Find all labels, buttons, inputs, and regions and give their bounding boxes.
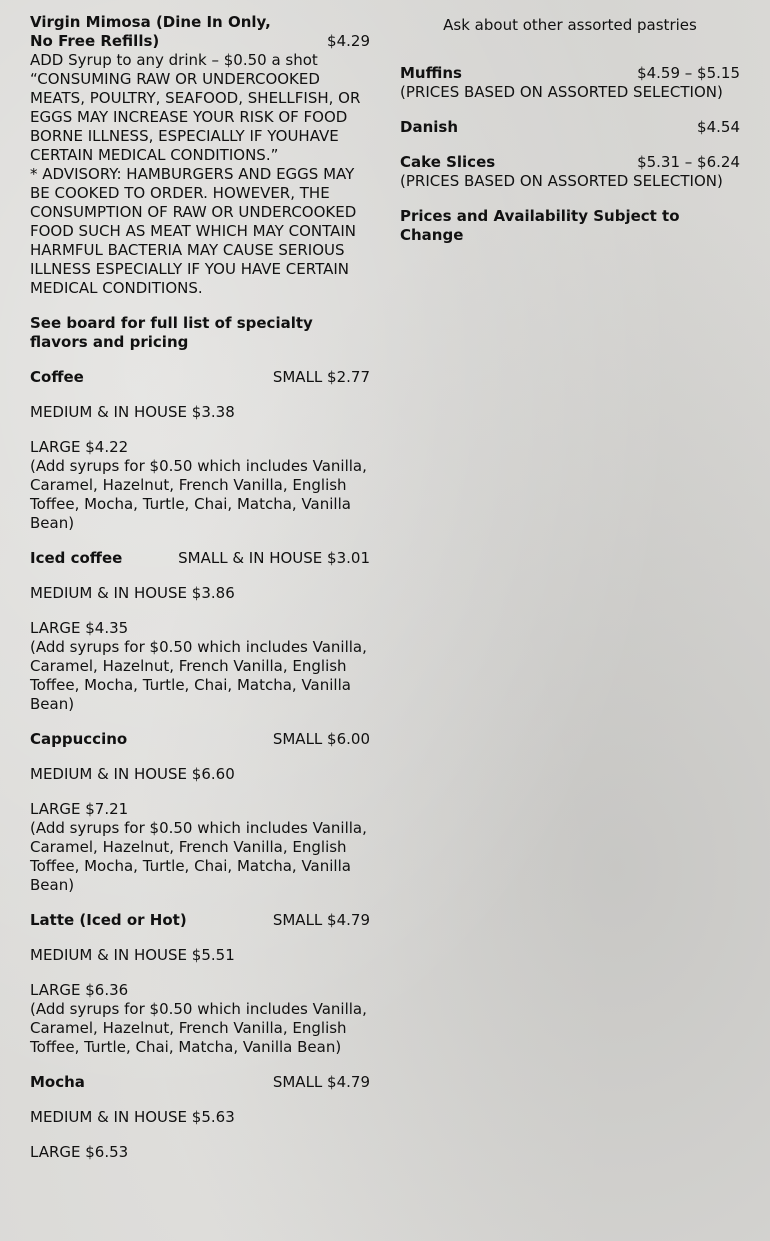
consumer-warning: “CONSUMING RAW OR UNDERCOOKED MEATS, POULTRY, SEAFOOD, SHELLFISH, OR EGGS MAY INCREASE YOUR RISK OF FOOD BORNE ILLNESS, ESPECIALLY IF YOUHAVE CERTAIN MEDICAL CONDITIONS.” bbox=[30, 70, 361, 164]
iced-coffee-row bbox=[30, 549, 370, 568]
mocha-name: Mocha bbox=[30, 1073, 85, 1091]
coffee-syrups-note: (Add syrups for $0.50 which includes Vanilla, Caramel, Hazelnut, French Vanilla, English Toffee, Mocha, Turtle, Chai, Matcha, Vanilla Bean) bbox=[30, 457, 367, 532]
cake-slices-name: Cake Slices bbox=[400, 153, 496, 171]
mocha-small-price: SMALL $4.79 bbox=[272, 1073, 370, 1091]
virgin-mimosa-row bbox=[30, 13, 370, 51]
cappuccino-medium-price: MEDIUM & IN HOUSE $6.60 bbox=[30, 765, 235, 783]
prices-disclaimer: Prices and Availability Subject to Change bbox=[400, 207, 680, 244]
mocha-large-price: LARGE $6.53 bbox=[30, 1143, 129, 1161]
latte-small-price: SMALL $4.79 bbox=[272, 911, 370, 929]
cappuccino-name: Cappuccino bbox=[30, 730, 128, 748]
coffee-small-price: SMALL $2.77 bbox=[272, 368, 370, 386]
muffins-row bbox=[400, 64, 740, 83]
latte-large-price: LARGE $6.36 bbox=[30, 981, 129, 999]
iced-coffee-large-price: LARGE $4.35 bbox=[30, 619, 129, 637]
coffee-row bbox=[30, 368, 370, 387]
right-column bbox=[400, 13, 740, 261]
cappuccino-item bbox=[30, 730, 370, 749]
latte-name: Latte (Iced or Hot) bbox=[30, 911, 187, 929]
danish-row bbox=[400, 118, 740, 137]
muffins-item bbox=[400, 64, 740, 102]
iced-coffee-medium-price: MEDIUM & IN HOUSE $3.86 bbox=[30, 584, 235, 602]
mocha-medium-price: MEDIUM & IN HOUSE $5.63 bbox=[30, 1108, 235, 1126]
mocha-row bbox=[30, 1073, 370, 1092]
specialty-note: See board for full list of specialty flavors and pricing bbox=[30, 314, 313, 351]
iced-coffee-large-group bbox=[30, 619, 370, 714]
iced-coffee-item bbox=[30, 549, 370, 568]
muffins-note: (PRICES BASED ON ASSORTED SELECTION) bbox=[400, 83, 723, 101]
mocha-item bbox=[30, 1073, 370, 1092]
coffee-medium-price: MEDIUM & IN HOUSE $3.38 bbox=[30, 403, 235, 421]
cappuccino-large-group bbox=[30, 800, 370, 895]
danish-name: Danish bbox=[400, 118, 459, 136]
cake-slices-row bbox=[400, 153, 740, 172]
coffee-large-price: LARGE $4.22 bbox=[30, 438, 129, 456]
cake-slices-note: (PRICES BASED ON ASSORTED SELECTION) bbox=[400, 172, 723, 190]
latte-item bbox=[30, 911, 370, 930]
latte-syrups-note: (Add syrups for $0.50 which includes Vanilla, Caramel, Hazelnut, French Vanilla, English Toffee, Turtle, Chai, Matcha, Vanilla Bean) bbox=[30, 1000, 367, 1056]
latte-large-group bbox=[30, 981, 370, 1057]
muffins-name: Muffins bbox=[400, 64, 462, 82]
iced-coffee-small-price: SMALL & IN HOUSE $3.01 bbox=[178, 549, 370, 567]
coffee-large-group bbox=[30, 438, 370, 533]
cake-slices-price: $5.31 – $6.24 bbox=[637, 153, 740, 171]
pastries-note: Ask about other assorted pastries bbox=[443, 16, 697, 34]
cappuccino-small-price: SMALL $6.00 bbox=[272, 730, 370, 748]
cake-slices-item bbox=[400, 153, 740, 191]
latte-row bbox=[30, 911, 370, 930]
muffins-price: $4.59 – $5.15 bbox=[637, 64, 740, 82]
virgin-mimosa-name: Virgin Mimosa (Dine In Only, No Free Refills) bbox=[30, 13, 271, 50]
syrup-note: ADD Syrup to any drink – $0.50 a shot bbox=[30, 51, 318, 69]
advisory-text: * ADVISORY: HAMBURGERS AND EGGS MAY BE COOKED TO ORDER. HOWEVER, THE CONSUMPTION OF RAW OR UNDERCOOKED FOOD SUCH AS MEAT WHICH MAY CONTAIN HARMFUL BACTERIA MAY CAUSE SERIOUS ILLNESS ESPECIALLY IF YOU HAVE CERTAIN MEDICAL CONDITIONS. bbox=[30, 165, 357, 297]
iced-coffee-name: Iced coffee bbox=[30, 549, 123, 567]
coffee-item bbox=[30, 368, 370, 387]
danish-item bbox=[400, 118, 740, 137]
cappuccino-large-price: LARGE $7.21 bbox=[30, 800, 129, 818]
danish-price: $4.54 bbox=[697, 118, 740, 136]
cappuccino-row bbox=[30, 730, 370, 749]
cappuccino-syrups-note: (Add syrups for $0.50 which includes Vanilla, Caramel, Hazelnut, French Vanilla, English Toffee, Mocha, Turtle, Chai, Matcha, Vanilla Bean) bbox=[30, 819, 367, 894]
latte-medium-price: MEDIUM & IN HOUSE $5.51 bbox=[30, 946, 235, 964]
virgin-mimosa-price: $4.29 bbox=[327, 32, 370, 50]
virgin-mimosa-item bbox=[30, 13, 370, 298]
coffee-name: Coffee bbox=[30, 368, 84, 386]
left-column bbox=[30, 13, 370, 1178]
iced-coffee-syrups-note: (Add syrups for $0.50 which includes Vanilla, Caramel, Hazelnut, French Vanilla, English Toffee, Mocha, Turtle, Chai, Matcha, Vanilla Bean) bbox=[30, 638, 367, 713]
